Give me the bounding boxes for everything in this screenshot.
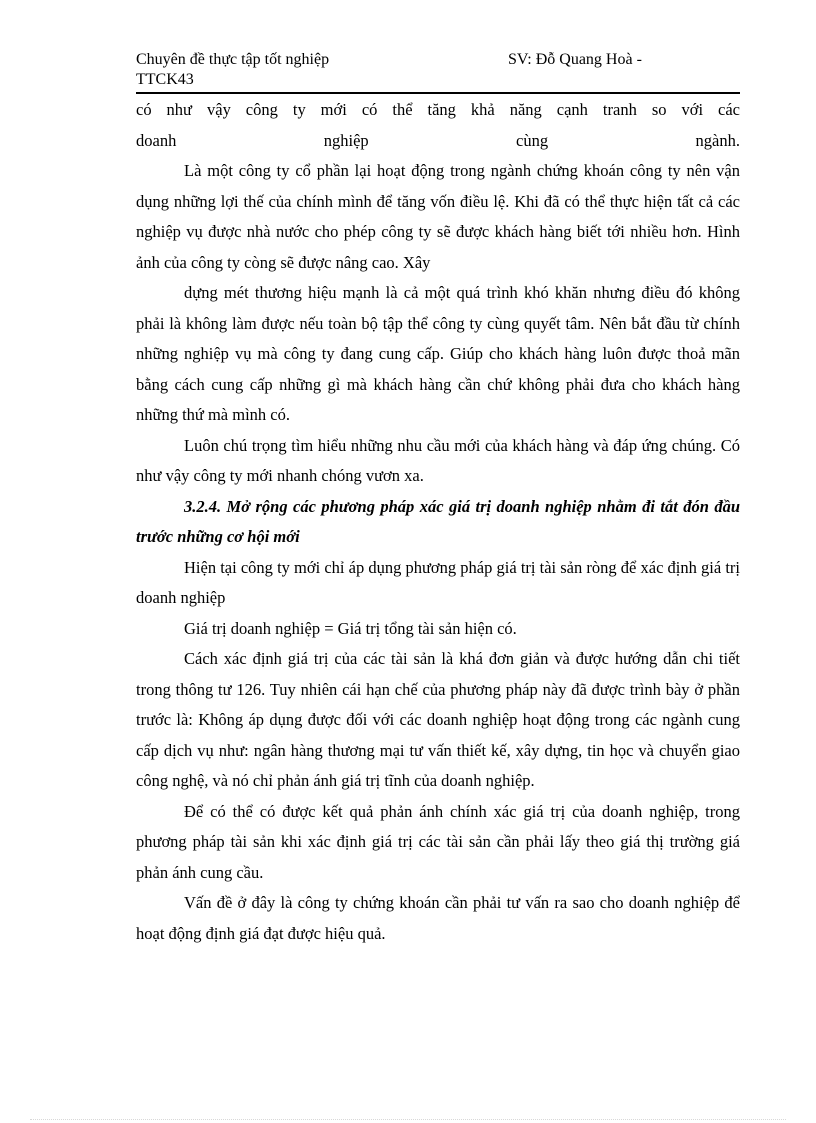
page-bottom-border <box>30 1119 786 1120</box>
header-title: Chuyên đề thực tập tốt nghiệp <box>136 51 330 68</box>
paragraph-continuation: có như vậy công ty mới có thể tăng khả năng cạnh tranh so với các <box>136 100 740 119</box>
paragraph: Cách xác định giá trị của các tài sản là khá đơn giản và được hướng dẫn chi tiết trong thông tư 126. Tuy nhiên cái hạn chế của phương pháp này đã được trình bày ở phần trước là: Không áp dụng được đối với các doanh nghiệp hoạt động trong các ngành cung cấp dịch vụ như: ngân hàng thương mại tư vấn thiết kế, xây dựng, tin học và chuyển giao công nghệ, và nó chỉ phản ánh giá trị tĩnh của doanh nghiệp. <box>136 649 740 790</box>
paragraph: Vấn đề ở đây là công ty chứng khoán cần phải tư vấn ra sao cho doanh nghiệp để hoạt động định giá đạt được hiệu quả. <box>136 893 740 943</box>
header-divider <box>136 92 740 94</box>
paragraph: Luôn chú trọng tìm hiểu những nhu cầu mới của khách hàng và đáp ứng chúng. Có như vậy công ty mới nhanh chóng vươn xa. <box>136 435 740 485</box>
paragraph: dựng mét thương hiệu mạnh là cả một quá trình khó khăn nhưng điều đó không phải là không làm được nếu toàn bộ tập thể công ty cùng quyết tâm. Nên bắt đầu từ chính những nghiệp vụ mà công ty đang cung cấp. Giúp cho khách hàng luôn được thoả mãn bằng cách cung cấp những gì mà khách hàng cần chứ không phải đưa cho khách hàng những thứ mà mình có. <box>136 283 740 424</box>
formula-line: Giá trị doanh nghiệp = Giá trị tổng tài sản hiện có. <box>184 618 517 638</box>
section-heading: 3.2.4. Mở rộng các phương pháp xác giá trị doanh nghiệp nhằm đi tắt đón đầu trước những cơ hội mới <box>136 496 740 546</box>
paragraph: Hiện tại công ty mới chỉ áp dụng phương pháp giá trị tài sản ròng để xác định giá trị doanh nghiệp <box>136 557 740 607</box>
paragraph: Là một công ty cổ phần lại hoạt động trong ngành chứng khoán công ty nên vận dụng những lợi thế của chính mình để tăng vốn điều lệ. Khi đã có thể thực hiện tất cả các nghiệp vụ được nhà nước cho phép công ty sẽ được khách hàng biết tới nhiều hơn. Hình ảnh của công ty còng sẽ được nâng cao. Xây <box>136 161 740 272</box>
header-class-code: TTCK43 <box>136 71 194 88</box>
paragraph-continuation-end: doanh nghiệp cùng ngành. <box>136 130 740 150</box>
document-body <box>136 95 740 949</box>
paragraph: Để có thể có được kết quả phản ánh chính xác giá trị của doanh nghiệp, trong phương pháp tài sản khi xác định giá trị các tài sản cần phải lấy theo giá thị trường giá phản ánh cung cầu. <box>136 801 740 882</box>
header-author: SV: Đỗ Quang Hoà - <box>508 51 642 68</box>
